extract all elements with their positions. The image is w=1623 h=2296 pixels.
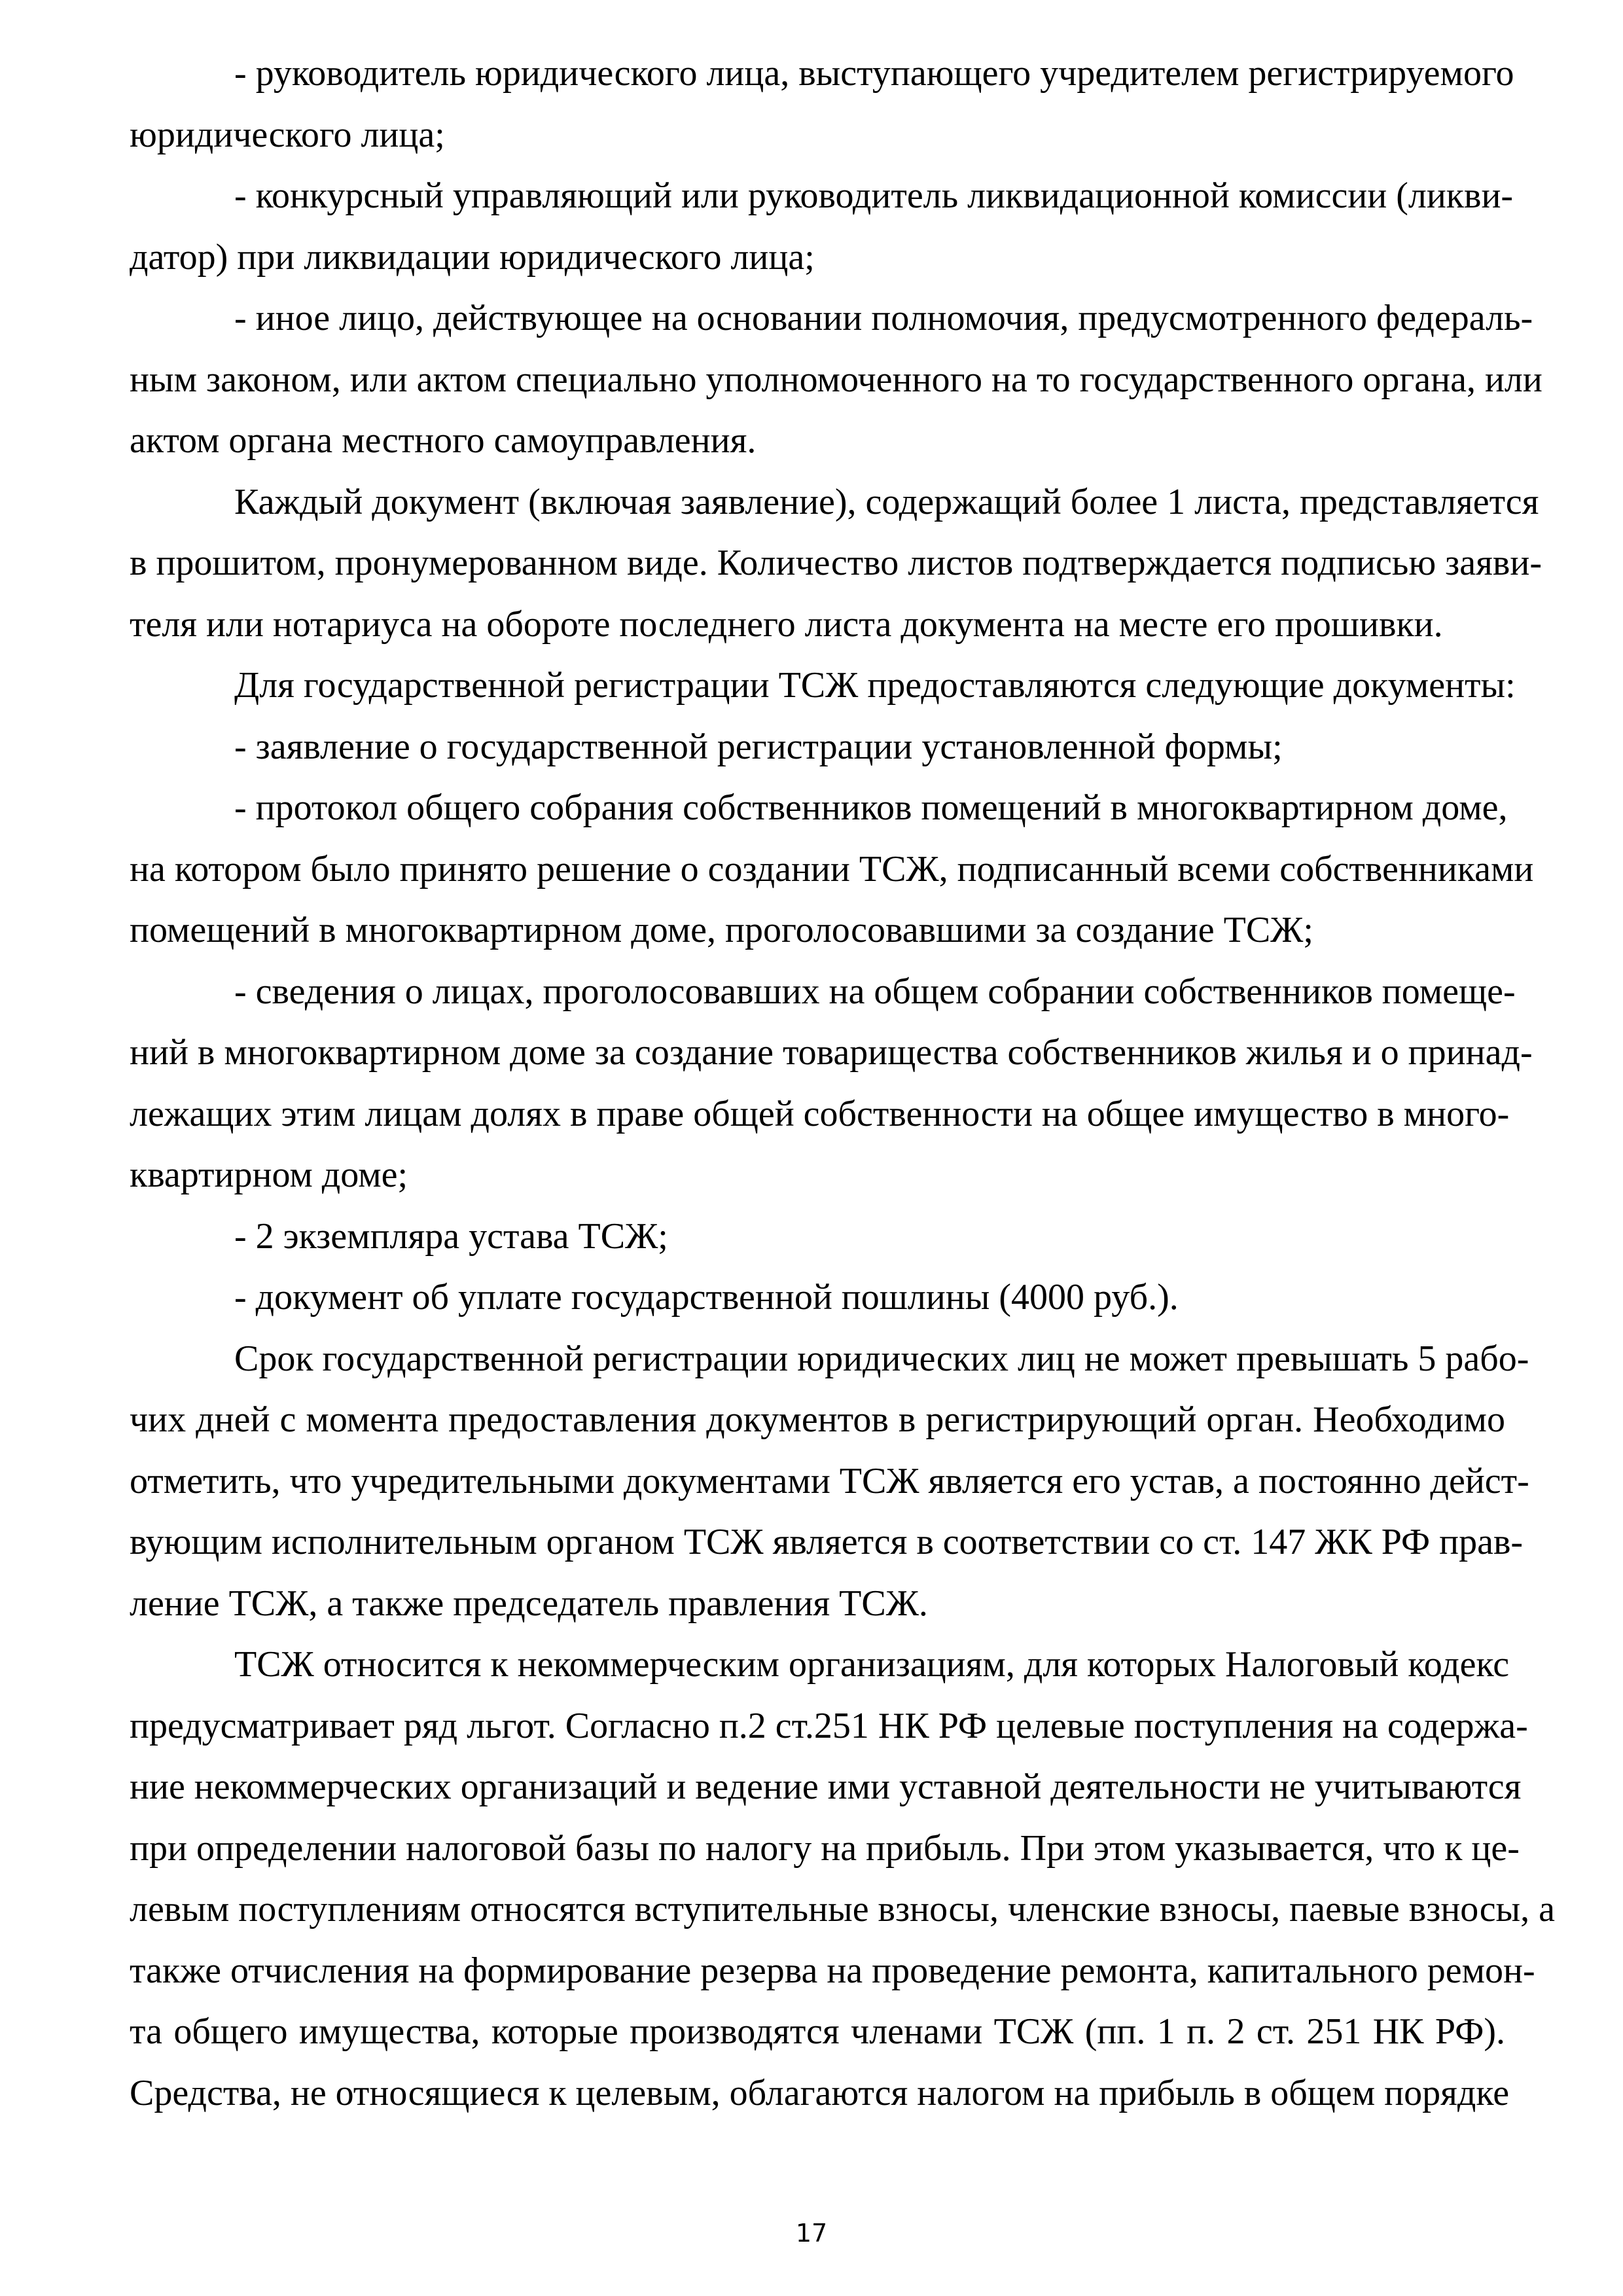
text-line: датор) при ликвидации юридического лица;	[130, 236, 815, 278]
text-line: Средства, не относящиеся к целевым, облагаются налогом на прибыль в общем порядке	[130, 2072, 1510, 2113]
text-line: теля или нотариуса на обороте последнего листа документа на месте его прошивки.	[130, 603, 1443, 645]
text-line: - руководитель юридического лица, выступающего учредителем регистрируемого	[234, 53, 1514, 94]
text-line: чих дней с момента предоставления документов в регистрирующий орган. Необходимо	[130, 1399, 1505, 1440]
paragraph	[130, 1206, 1505, 1268]
text-line: ТСЖ относится к некоммерческим организациям, для которых Налоговый кодекс	[234, 1644, 1510, 1685]
paragraph	[130, 1634, 1556, 2124]
text-line: Каждый документ (включая заявление), содержащий более 1 листа, представляется	[234, 481, 1539, 522]
text-line: ным законом, или актом специально уполномоченного на то государственного органа, или	[130, 359, 1543, 400]
text-line: при определении налоговой базы по налогу на прибыль. При этом указывается, что к це-	[130, 1827, 1520, 1869]
paragraph	[130, 961, 1533, 1206]
text-line: лежащих этим лицам долях в праве общей собственности на общее имущество в много-	[130, 1093, 1510, 1134]
paragraph	[130, 288, 1543, 472]
text-line: - иное лицо, действующее на основании полномочия, предусмотренного федераль-	[234, 298, 1533, 338]
paragraph	[130, 166, 1514, 288]
text-line: отметить, что учредительными документами ТСЖ является его устав, а постоянно дейст-	[130, 1460, 1529, 1501]
text-line: Для государственной регистрации ТСЖ предоставляются следующие документы:	[234, 665, 1516, 706]
paragraph	[130, 778, 1534, 961]
text-line: предусматривает ряд льгот. Согласно п.2 ст.251 НК РФ целевые поступления на содержа-	[130, 1705, 1528, 1746]
text-line: ние некоммерческих организаций и ведение ими уставной деятельности не учитываются	[130, 1767, 1522, 1807]
paragraph	[130, 1267, 1505, 1329]
text-line: - документ об уплате государственной пошлины (4000 руб.).	[234, 1277, 1179, 1318]
page-number: 17	[795, 2219, 828, 2248]
paragraph	[130, 43, 1514, 166]
paragraph	[130, 1329, 1529, 1635]
text-line: помещений в многоквартирном доме, проголосовавшими за создание ТСЖ;	[130, 910, 1313, 950]
paragraph	[130, 717, 1505, 778]
text-line: юридического лица;	[130, 114, 445, 155]
text-line: в прошитом, пронумерованном виде. Количество листов подтверждается подписью заяви-	[130, 543, 1542, 583]
text-line: - заявление о государственной регистрации установленной формы;	[234, 726, 1283, 767]
text-line: левым поступлениям относятся вступительные взносы, членские взносы, паевые взносы, а	[130, 1889, 1556, 1929]
text-line: - 2 экземпляра устава ТСЖ;	[234, 1215, 668, 1257]
text-line: вующим исполнительным органом ТСЖ является в соответствии со ст. 147 ЖК РФ прав-	[130, 1522, 1524, 1562]
text-line: ление ТСЖ, а также председатель правления ТСЖ.	[130, 1583, 928, 1624]
text-line: на котором было принято решение о создании ТСЖ, подписанный всеми собственниками	[130, 848, 1534, 889]
paragraph	[130, 472, 1542, 656]
text-line: актом органа местного самоуправления.	[130, 420, 757, 461]
text-line: та общего имущества, которые производятся членами ТСЖ (пп. 1 п. 2 ст. 251 НК РФ).	[130, 2011, 1505, 2052]
text-line: квартирном доме;	[130, 1155, 408, 1195]
text-line: - сведения о лицах, проголосовавших на общем собрании собственников помеще-	[234, 971, 1516, 1012]
text-line: Срок государственной регистрации юридических лиц не может превышать 5 рабо-	[234, 1338, 1529, 1379]
text-line: - конкурсный управляющий или руководитель ликвидационной комиссии (ликви-	[234, 175, 1514, 216]
paragraph	[130, 655, 1516, 717]
document-body	[130, 43, 1556, 2124]
text-line: также отчисления на формирование резерва на проведение ремонта, капитального ремон-	[130, 1950, 1535, 1991]
text-line: - протокол общего собрания собственников помещений в многоквартирном доме,	[234, 787, 1508, 828]
text-line: ний в многоквартирном доме за создание товарищества собственников жилья и о принад-	[130, 1032, 1533, 1073]
